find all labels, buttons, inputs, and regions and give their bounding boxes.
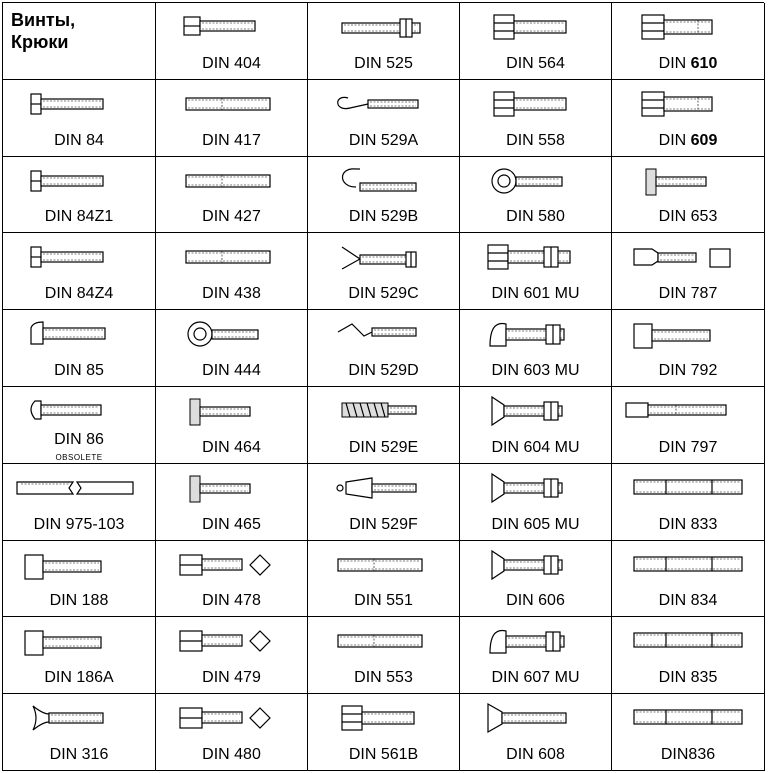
din-label	[308, 208, 459, 226]
din-prefix: DIN	[202, 592, 235, 610]
din-prefix: DIN	[202, 208, 235, 226]
din-prefix: DIN	[202, 54, 235, 72]
din-label	[308, 439, 459, 457]
cheese-head-screw-icon	[3, 157, 155, 207]
din-label	[612, 132, 764, 150]
din-prefix: DIN	[658, 592, 691, 610]
din-number: 84Z4	[76, 285, 114, 303]
din-number: 529B	[380, 208, 419, 226]
din-number: 417	[234, 131, 261, 149]
din-label	[156, 669, 307, 687]
din-prefix: DIN	[44, 285, 77, 303]
din-number: 480	[234, 746, 261, 763]
fastener-cell	[460, 157, 612, 234]
din-label	[460, 439, 611, 457]
carriage-bolt-with-nut-icon	[460, 310, 612, 360]
din-prefix: DIN	[506, 746, 539, 763]
din-label	[308, 285, 459, 303]
square-head-bolt-icon	[156, 694, 308, 744]
bent-anchor-bolt-icon	[308, 310, 460, 360]
fastener-cell	[3, 157, 156, 234]
fastener-cell	[308, 694, 460, 771]
din-prefix: DIN	[658, 515, 691, 533]
din-label	[3, 431, 155, 449]
din-number: 529C	[380, 285, 419, 303]
fastener-cell	[156, 80, 308, 157]
fastener-cell	[308, 3, 460, 80]
din-prefix: DIN	[354, 669, 387, 687]
title-line-2: Крюки	[11, 32, 69, 52]
din-number: 438	[234, 285, 261, 303]
fastener-cell	[460, 310, 612, 387]
fastener-cell	[612, 387, 765, 464]
table-title	[11, 9, 75, 53]
din-label	[156, 746, 307, 764]
din-number: 465	[234, 515, 261, 533]
din-label	[612, 55, 764, 73]
wing-screw-icon	[3, 694, 155, 744]
din-prefix: DIN	[202, 285, 235, 303]
stud-bolt-icon	[612, 464, 764, 514]
din-number: 404	[234, 54, 261, 72]
fastener-cell	[156, 157, 308, 234]
fastener-cell	[3, 464, 156, 541]
hex-bolt-with-nut-icon	[460, 233, 612, 283]
fastener-cell	[308, 310, 460, 387]
din-prefix: DIN	[202, 362, 235, 379]
din-number: 653	[690, 208, 718, 226]
split-anchor-bolt-icon	[308, 233, 460, 283]
din-prefix: DIN	[491, 285, 524, 303]
din-prefix: DIN	[54, 430, 87, 448]
fastener-cell	[460, 3, 612, 80]
expansion-anchor-icon	[308, 464, 460, 514]
fastener-cell	[156, 310, 308, 387]
din-number: 427	[234, 208, 261, 226]
din-prefix: DIN	[354, 592, 387, 610]
status-note: OBSOLETE	[55, 452, 103, 462]
din-label	[156, 132, 307, 150]
din-label	[460, 55, 611, 73]
din-fastener-table	[2, 2, 764, 771]
square-head-bolt-icon	[156, 541, 308, 591]
din-prefix: DIN	[658, 54, 691, 72]
din-label	[3, 285, 155, 303]
din-prefix: DIN	[33, 515, 66, 533]
din-label	[612, 208, 764, 226]
fastener-cell	[308, 541, 460, 618]
din-label	[460, 132, 611, 150]
hex-bolt-icon	[460, 3, 612, 53]
fastener-cell	[612, 694, 765, 771]
din-number: 833	[690, 515, 718, 533]
din-prefix: DIN	[658, 438, 691, 456]
fastener-cell	[156, 617, 308, 694]
din-label	[308, 746, 459, 764]
din-prefix: DIN	[491, 362, 524, 379]
eye-bolt-icon	[460, 157, 612, 207]
din-prefix: DIN	[202, 669, 235, 687]
hex-fitted-bolt-icon	[612, 80, 764, 130]
din-prefix: DIN	[349, 515, 382, 533]
din-prefix: DIN	[658, 362, 691, 379]
din-prefix: DIN	[202, 131, 235, 149]
din-number: 606	[538, 592, 565, 610]
set-screw-icon	[308, 617, 460, 667]
fastener-cell	[460, 541, 612, 618]
din-number: 84Z1	[76, 208, 114, 226]
t-head-bolt-icon	[612, 310, 764, 360]
din-prefix: DIN	[658, 669, 691, 687]
din-label	[156, 285, 307, 303]
din-prefix: DIN	[348, 438, 381, 456]
cheese-head-screw-icon	[3, 233, 155, 283]
din-prefix: DIN	[49, 746, 82, 763]
fastener-cell	[460, 464, 612, 541]
din-prefix: DIN	[491, 669, 524, 687]
din-prefix: DIN	[348, 285, 381, 303]
fastener-cell	[3, 233, 156, 310]
hex-bolt-icon	[308, 694, 460, 744]
fastener-cell	[156, 233, 308, 310]
din-label	[460, 669, 611, 687]
t-head-bolt-icon	[3, 617, 155, 667]
ribbed-anchor-bolt-icon	[308, 387, 460, 437]
din-label	[156, 516, 307, 534]
din-label	[308, 592, 459, 610]
din-label	[308, 55, 459, 73]
fastener-cell	[612, 3, 765, 80]
fastener-cell	[3, 617, 156, 694]
knurled-thumb-screw-icon	[156, 464, 308, 514]
din-number: 605 MU	[523, 515, 580, 533]
din-prefix: DIN	[506, 54, 539, 72]
din-number: 464	[234, 438, 261, 456]
din-number: 479	[234, 669, 261, 687]
t-head-bolt-icon	[3, 541, 155, 591]
j-hook-bolt-icon	[308, 157, 460, 207]
din-prefix: DIN	[44, 208, 77, 226]
stud-bolt-icon	[612, 617, 764, 667]
fastener-cell	[460, 233, 612, 310]
din-number: 601 MU	[523, 285, 580, 303]
square-head-bolt-icon	[156, 617, 308, 667]
fastener-cell	[156, 387, 308, 464]
hex-bolt-icon	[460, 80, 612, 130]
fastener-cell	[460, 80, 612, 157]
din-label	[156, 208, 307, 226]
fastener-cell	[460, 617, 612, 694]
fastener-cell	[612, 464, 765, 541]
fastener-cell	[612, 541, 765, 618]
threaded-rod-icon	[3, 464, 155, 514]
din-number: 186A	[76, 669, 114, 687]
fastener-cell	[308, 387, 460, 464]
fastener-cell	[156, 541, 308, 618]
din-label	[612, 439, 764, 457]
din-prefix: DIN	[348, 208, 381, 226]
fastener-cell	[612, 233, 765, 310]
din-prefix: DIN	[202, 746, 235, 763]
din-label	[156, 55, 307, 73]
din-prefix: DIN	[491, 438, 524, 456]
din-number: 85	[86, 362, 104, 379]
stud-bolt-icon	[612, 541, 764, 591]
din-prefix: DIN	[506, 131, 539, 149]
din-number: 607 MU	[523, 669, 580, 687]
fastener-cell	[156, 3, 308, 80]
din-number: 603 MU	[523, 362, 580, 379]
din-label	[3, 746, 155, 764]
set-screw-icon	[156, 157, 308, 207]
din-prefix: DIN	[658, 285, 691, 303]
din-label	[612, 746, 764, 764]
din-label	[3, 516, 155, 534]
din-number: 316	[81, 746, 109, 763]
din-prefix: DIN	[658, 208, 691, 226]
fastener-cell	[3, 310, 156, 387]
din-label	[460, 516, 611, 534]
fastener-cell	[3, 694, 156, 771]
din-label	[612, 669, 764, 687]
din-number: 84	[86, 131, 104, 149]
din-prefix: DIN	[348, 746, 381, 763]
fastener-cell	[156, 464, 308, 541]
din-label	[308, 362, 459, 380]
din-prefix: DIN	[491, 515, 524, 533]
din-label	[612, 516, 764, 534]
din-number: 608	[538, 746, 565, 763]
din-number: 188	[81, 592, 109, 610]
hex-fitted-bolt-icon	[612, 3, 764, 53]
din-label	[612, 285, 764, 303]
countersunk-bolt-icon	[460, 694, 612, 744]
countersunk-bolt-with-nut-icon	[460, 387, 612, 437]
din-label	[612, 592, 764, 610]
fastener-cell	[612, 80, 765, 157]
din-label	[460, 285, 611, 303]
fastener-cell	[3, 541, 156, 618]
din-number: 444	[234, 362, 261, 379]
din-number: 561B	[380, 746, 419, 763]
din-prefix: DIN	[202, 438, 235, 456]
anchor-hook-icon	[308, 80, 460, 130]
din-number: 792	[690, 362, 718, 379]
countersunk-bolt-with-nut-icon	[460, 541, 612, 591]
din-number: 580	[538, 208, 565, 226]
knurled-thumb-screw-icon	[156, 387, 308, 437]
din-number: 834	[690, 592, 718, 610]
title-cell	[3, 3, 156, 80]
din-number: 835	[690, 669, 718, 687]
anchor-bolt-icon	[612, 387, 764, 437]
din-number: 529D	[380, 362, 419, 379]
set-screw-icon	[156, 233, 308, 283]
fastener-cell	[612, 617, 765, 694]
din-label	[3, 132, 155, 150]
stud-bolt-icon	[612, 694, 764, 744]
set-screw-icon	[308, 541, 460, 591]
din-number: 604 MU	[523, 438, 580, 456]
din-label	[156, 592, 307, 610]
pan-head-screw-icon	[3, 310, 155, 360]
din-number: 609	[690, 131, 718, 149]
din-prefix: DIN	[49, 592, 82, 610]
din-prefix: DIN	[660, 746, 689, 763]
din-number: 478	[234, 592, 261, 610]
din-prefix: DIN	[354, 54, 387, 72]
fastener-cell	[612, 310, 765, 387]
weld-stud-with-nut-icon	[308, 3, 460, 53]
fastener-cell	[308, 80, 460, 157]
din-number: 558	[538, 131, 565, 149]
din-number: 797	[690, 438, 718, 456]
din-label	[308, 132, 459, 150]
fastener-cell	[612, 157, 765, 234]
fastener-cell	[156, 694, 308, 771]
din-number: 525	[386, 54, 413, 72]
din-label	[156, 362, 307, 380]
din-label	[3, 669, 155, 687]
round-head-screw-icon	[3, 387, 155, 437]
din-number: 529A	[380, 131, 419, 149]
fastener-cell	[308, 464, 460, 541]
fastener-cell	[3, 80, 156, 157]
din-prefix: DIN	[658, 131, 691, 149]
fastener-cell	[460, 387, 612, 464]
set-screw-icon	[156, 80, 308, 130]
din-prefix: DIN	[202, 515, 235, 533]
din-number: 564	[538, 54, 565, 72]
din-number: 86	[86, 430, 104, 448]
din-prefix: DIN	[54, 362, 87, 379]
fastener-cell	[3, 387, 156, 464]
din-label	[308, 669, 459, 687]
title-line-1: Винты,	[11, 10, 76, 30]
fastener-cell	[308, 617, 460, 694]
din-number: 610	[690, 54, 718, 72]
carriage-bolt-with-nut-icon	[460, 617, 612, 667]
din-number: 529F	[381, 515, 418, 533]
din-prefix: DIN	[54, 131, 87, 149]
eye-bolt-icon	[156, 310, 308, 360]
cheese-head-screw-icon	[3, 80, 155, 130]
din-prefix: DIN	[348, 362, 381, 379]
din-prefix: DIN	[506, 208, 539, 226]
din-label	[308, 516, 459, 534]
din-label	[460, 362, 611, 380]
din-number: 787	[690, 285, 718, 303]
countersunk-bolt-with-nut-icon	[460, 464, 612, 514]
din-number: 551	[386, 592, 413, 610]
din-prefix: DIN	[506, 592, 539, 610]
din-label	[3, 362, 155, 380]
din-label	[3, 208, 155, 226]
din-number: 975-103	[65, 515, 125, 533]
din-label	[460, 746, 611, 764]
fastener-cell	[308, 157, 460, 234]
din-number: 836	[688, 746, 716, 763]
din-prefix: DIN	[44, 669, 77, 687]
din-label	[156, 439, 307, 457]
din-label	[460, 592, 611, 610]
din-number: 553	[386, 669, 413, 687]
t-slot-bolt-icon	[612, 233, 764, 283]
fastener-cell	[308, 233, 460, 310]
din-prefix: DIN	[348, 131, 381, 149]
fastener-cell	[460, 694, 612, 771]
din-label	[460, 208, 611, 226]
knurled-thumb-screw-icon	[612, 157, 764, 207]
din-label	[3, 592, 155, 610]
slotted-screw-icon	[156, 3, 308, 53]
din-label	[612, 362, 764, 380]
din-number: 529E	[380, 438, 419, 456]
